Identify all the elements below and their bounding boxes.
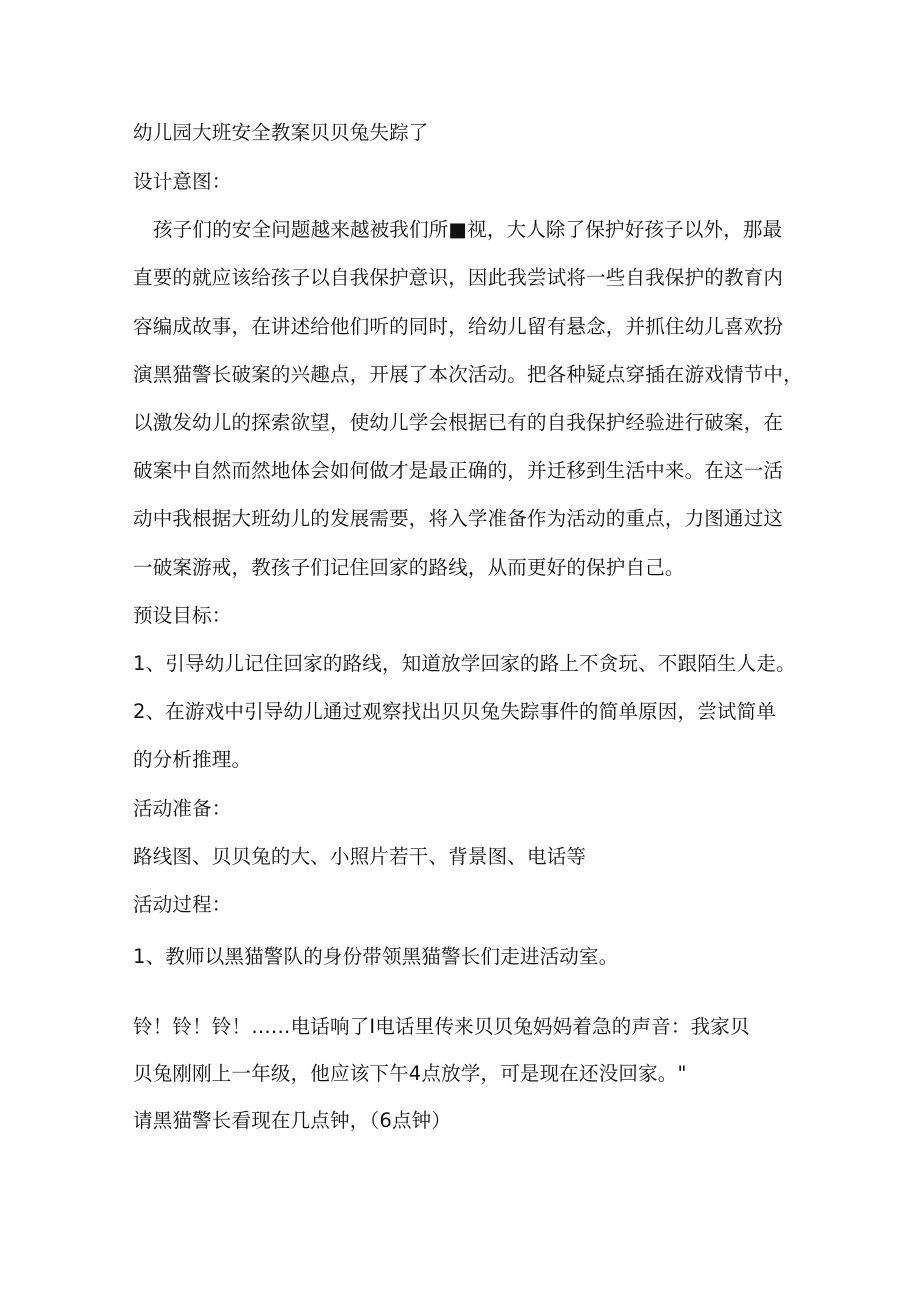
design-paragraph-line: 容编成故事，在讲述给他们听的同时，给幼儿留有悬念，并抓住幼儿喜欢扮	[133, 315, 784, 338]
design-heading: 设计意图：	[133, 170, 232, 193]
dialog-line: 铃！铃！铃！……电话响了I电话里传来贝贝兔妈妈着急的声音：我家贝	[133, 1015, 750, 1038]
goal-item-2-line: 的分析推理。	[133, 748, 252, 771]
design-paragraph-line: 孩子们的安全问题越来越被我们所■视，大人除了保护好孩子以外，那最	[153, 218, 783, 241]
design-paragraph-line: 破案中自然而然地体会如何做才是最正确的，并迁移到生活中来。在这一活	[133, 459, 784, 482]
design-paragraph-line: 一破案游戒，教孩子们记住回家的路线，从而更好的保护自己。	[133, 556, 685, 579]
dialog-line: 请黑猫警长看现在几点钟，（6点钟）	[133, 1109, 452, 1132]
goals-heading: 预设目标：	[133, 604, 232, 627]
prep-text: 路线图、贝贝兔的大、小照片若干、背景图、电话等	[133, 845, 587, 868]
design-paragraph-line: 动中我根据大班幼儿的发展需要，将入学准备作为活动的重点，力图通过这	[133, 507, 784, 530]
design-paragraph-line: 演黑猫警长破案的兴趣点，开展了本次活动。把各种疑点穿插在游戏情节中，	[133, 363, 803, 386]
goal-item-1: 1、引导幼儿记住回家的路线，知道放学回家的路上不贪玩、不跟陌生人走。	[133, 652, 796, 675]
process-step-1: 1、教师以黑猫警队的身份带领黑猫警长们走进活动室。	[133, 945, 619, 968]
prep-heading: 活动准备：	[133, 797, 232, 820]
design-paragraph-line: 直要的就应该给孩子以自我保护意识，因此我尝试将一些自我保护的教育内	[133, 266, 784, 289]
document-title: 幼儿园大班安全教案贝贝兔失踪了	[133, 121, 429, 144]
process-heading: 活动过程：	[133, 893, 232, 916]
dialog-line: 贝兔刚刚上一年级，他应该下午4点放学，可是现在还没回家。"	[133, 1062, 687, 1085]
design-paragraph-line: 以激发幼儿的探索欲望，使幼儿学会根据已有的自我保护经验进行破案，在	[133, 411, 784, 434]
goal-item-2-line: 2、在游戏中引导幼儿通过观察找出贝贝兔失踪事件的简单原因，尝试简单	[133, 700, 777, 723]
